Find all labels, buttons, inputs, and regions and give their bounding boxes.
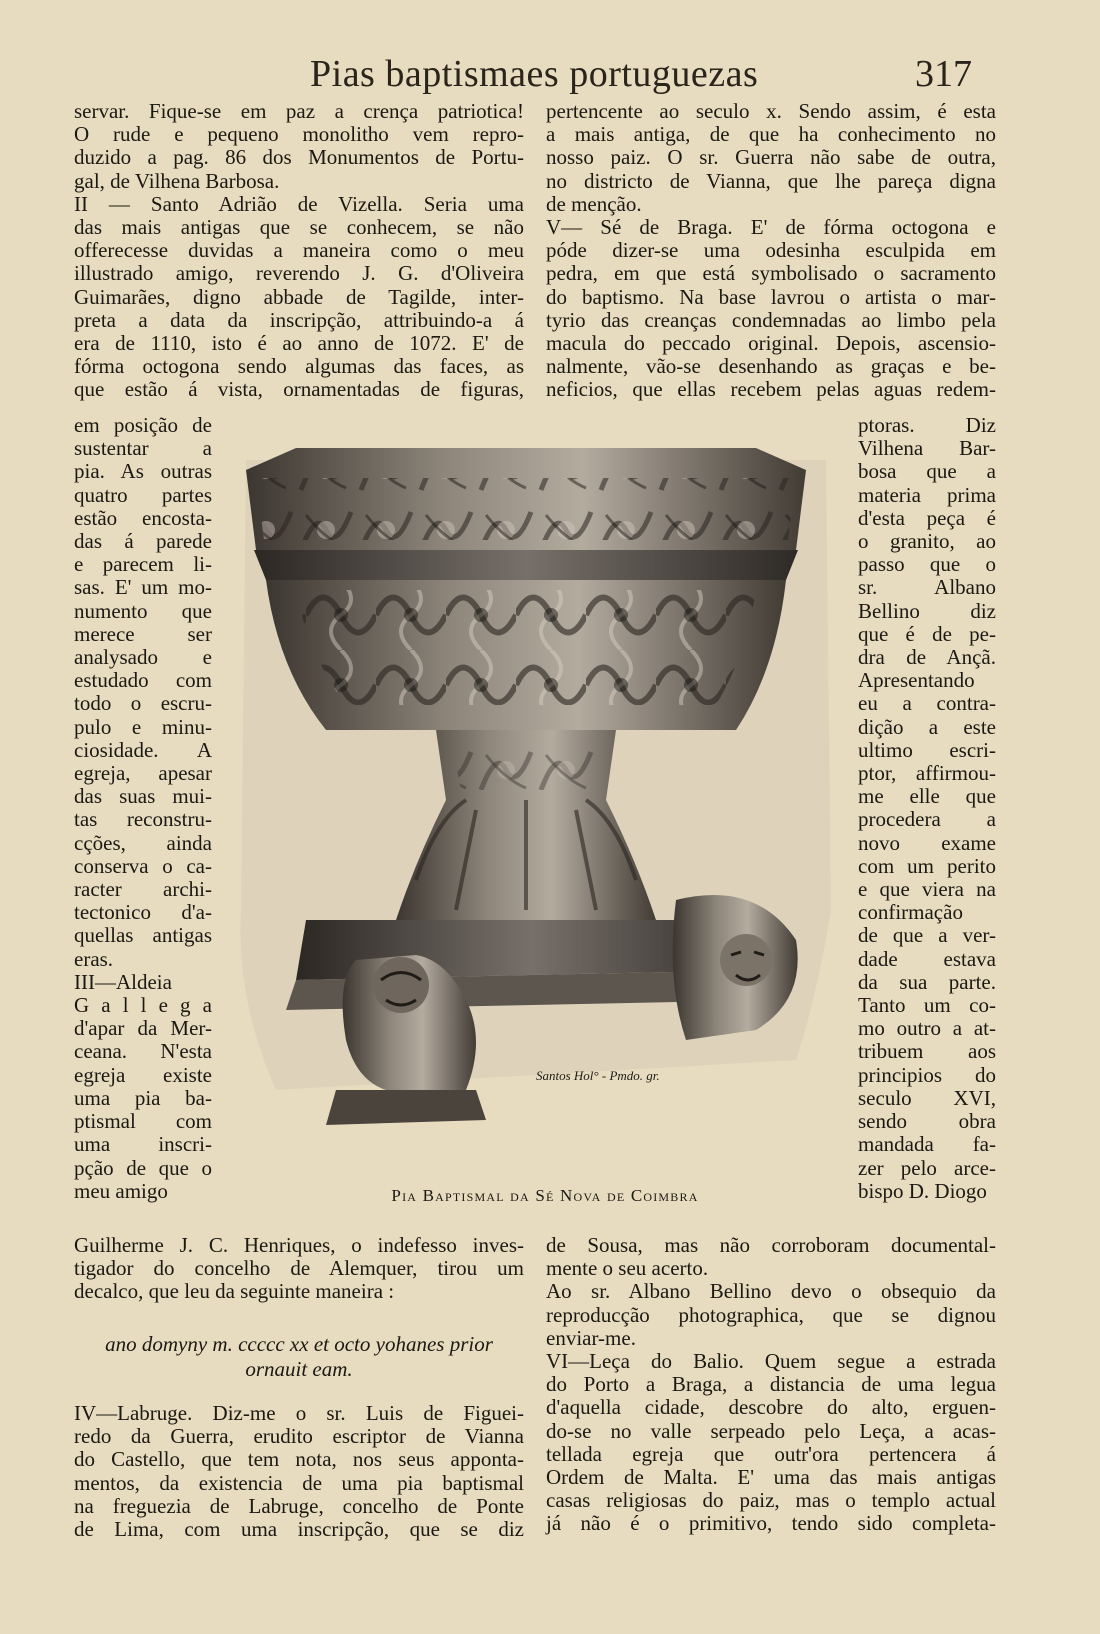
text-line: redo da Guerra, erudito escriptor de Vianna (74, 1424, 524, 1449)
text-line: tellada egreja que outr'ora pertencera á (546, 1441, 996, 1466)
text-line: que estão á vista, ornamentadas de figuras, (74, 377, 524, 402)
text-line: tribuem aos (858, 1039, 996, 1064)
text-line: principios do (858, 1062, 996, 1087)
text-line: d'esta peça é (858, 505, 996, 530)
text-line: mo outro a at- (858, 1016, 996, 1041)
text-line: ceana. N'esta (74, 1039, 212, 1064)
left-column-narrow (74, 414, 212, 1203)
text-line: V— Sé de Braga. E' de fórma octogona e (546, 215, 996, 240)
text-line: bosa que a (858, 459, 996, 484)
text-line: Tanto um co- (858, 993, 996, 1018)
text-line: neficios, que ellas recebem pelas aguas redem- (546, 377, 996, 402)
text-line: do-se no valle serpeado pelo Leça, a acas- (546, 1418, 996, 1443)
text-line: de Lima, com uma inscripção, que se diz (74, 1517, 524, 1542)
text-line: das á parede (74, 529, 212, 554)
text-line: do Castello, que tem nota, nos seus apponta- (74, 1447, 524, 1472)
text-line: conserva o ca- (74, 853, 212, 878)
text-line: preta a data da inscripção, attribuindo-a á (74, 307, 524, 332)
running-header: Pias baptismaes portuguezas (310, 53, 759, 95)
text-line: das suas mui- (74, 784, 212, 809)
text-line: estudado com (74, 668, 212, 693)
text-line: gal, de Vilhena Barbosa. (74, 168, 280, 193)
text-line: quatro partes (74, 482, 212, 507)
text-line: dade estava (858, 946, 996, 971)
text-line: passo que o (858, 552, 996, 577)
text-line: dra de Ançã. (858, 645, 996, 670)
text-line: era de 1110, isto é ao anno de 1072. E' de (74, 331, 524, 356)
font-engraving (236, 440, 836, 1170)
text-line: e parecem li- (74, 552, 212, 577)
text-line: bispo D. Diogo (858, 1178, 987, 1203)
text-line: d'apar da Mer- (74, 1016, 212, 1041)
text-line: sustentar a (74, 436, 212, 461)
text-line: pertencente ao seculo x. Sendo assim, é esta (546, 99, 996, 123)
text-line: do baptismo. Na base lavrou o artista o mar- (546, 284, 996, 309)
text-line: sendo obra (858, 1109, 996, 1134)
text-line: estão encosta- (74, 505, 212, 530)
text-line: tigador do concelho de Alemquer, tirou um (74, 1256, 524, 1281)
right-column-bottom (546, 1234, 996, 1536)
text-line: mentos, da existencia de uma pia baptismal (74, 1470, 524, 1495)
text-line: que é de pe- (858, 621, 996, 646)
text-line: de Sousa, mas não corroboram documental- (546, 1233, 996, 1257)
text-line: zer pelo arce- (858, 1155, 996, 1180)
text-line: mandada fa- (858, 1132, 996, 1157)
engraver-signature: Santos Hol° - Pmdo. gr. (536, 1068, 660, 1083)
text-line: das mais antigas que se conhecem, se não (74, 215, 524, 240)
text-line: seculo XVI, (858, 1085, 996, 1110)
text-line: tas reconstru- (74, 807, 212, 832)
text-line: com um perito (858, 853, 996, 878)
text-line: confirmação (858, 900, 963, 925)
text-line: G a l l e g a (74, 993, 212, 1018)
left-column-top (74, 100, 524, 402)
text-line: e que viera na (858, 877, 996, 902)
text-line: materia prima (858, 482, 996, 507)
text-line: pia. As outras (74, 459, 212, 484)
text-line: II — Santo Adrião de Vizella. Seria uma (74, 191, 524, 216)
text-line: III—Aldeia (74, 969, 172, 994)
text-line: d'aquella cidade, descobre do alto, erguen- (546, 1395, 996, 1420)
text-line: pção de que o (74, 1155, 212, 1180)
text-line: fórma octogona sendo algumas das faces, as (74, 354, 524, 379)
text-line: de menção. (546, 191, 642, 216)
text-line: uma pia ba- (74, 1085, 212, 1110)
text-line: Vilhena Bar- (858, 436, 996, 461)
inscription-line: ano domyny m. ccccc xx et octo yohanes prior (105, 1332, 493, 1356)
text-line: illustrado amigo, reverendo J. G. d'Oliveira (74, 261, 524, 286)
text-line: quellas antigas (74, 923, 212, 948)
text-line: Guimarães, digno abbade de Tagilde, inter- (74, 284, 524, 309)
text-line: o granito, ao (858, 529, 996, 554)
text-line: dição a este (858, 714, 996, 739)
figure-caption: Pia Baptismal da Sé Nova de Coimbra (391, 1186, 699, 1205)
text-line: em posição de (74, 413, 212, 437)
text-line: ciosidade. A (74, 737, 212, 762)
text-line: casas religiosas do paiz, mas o templo actual (546, 1488, 996, 1513)
baptismal-font-illustration (236, 440, 836, 1170)
text-line: Ao sr. Albano Bellino devo o obsequio da (546, 1279, 996, 1304)
text-line: eras. (74, 946, 114, 971)
text-line: mente o seu acerto. (546, 1256, 709, 1281)
text-line: da sua parte. (858, 969, 996, 994)
text-line: Apresentando (858, 668, 975, 693)
text-line: ptoras. Diz (858, 413, 996, 437)
text-line: pulo e minu- (74, 714, 212, 739)
right-column-narrow (858, 414, 996, 1203)
text-line: todo o escru- (74, 691, 212, 716)
text-line: pedra, em que está symbolisado o sacramento (546, 261, 996, 286)
inscription-line: ornauit eam. (245, 1357, 353, 1381)
text-line: Guilherme J. C. Henriques, o indefesso inves- (74, 1233, 524, 1257)
left-column-bottom (74, 1234, 524, 1304)
text-line: O rude e pequeno monolitho vem repro- (74, 122, 524, 147)
page-number: 317 (915, 53, 972, 95)
text-line: procedera a (858, 807, 996, 832)
text-line: reproducção photographica, que se dignou (546, 1302, 996, 1327)
text-line: numento que (74, 598, 212, 623)
text-line: merece ser (74, 621, 212, 646)
text-line: sr. Albano (858, 575, 996, 600)
text-line: nosso paiz. O sr. Guerra não sabe de outra, (546, 145, 996, 170)
left-column-end (74, 1402, 524, 1541)
text-line: no districto de Vianna, que lhe pareça digna (546, 168, 996, 193)
text-line: tyrio das creanças condemnadas ao limbo pela (546, 307, 996, 332)
text-line: me elle que (858, 784, 996, 809)
text-line: macula do peccado original. Depois, ascensio- (546, 331, 996, 356)
text-line: eu a contra- (858, 691, 996, 716)
text-line: Ordem de Malta. E' uma das mais antigas (546, 1465, 996, 1490)
text-line: Bellino diz (858, 598, 996, 623)
text-line: duzido a pag. 86 dos Monumentos de Portu- (74, 145, 524, 170)
text-line: servar. Fique-se em paz a crença patriotica! (74, 99, 524, 123)
text-line: novo exame (858, 830, 996, 855)
text-line: nalmente, vão-se desenhando as graças e be- (546, 354, 996, 379)
text-line: a mais antiga, de que ha conhecimento no (546, 122, 996, 147)
text-line: ptismal com (74, 1109, 212, 1134)
text-line: póde dizer-se uma odesinha esculpida em (546, 238, 996, 263)
text-line: decalco, que leu da seguinte maneira : (74, 1279, 395, 1304)
right-column-top (546, 100, 996, 402)
text-line: enviar-me. (546, 1325, 636, 1350)
text-line: ptor, affirmou- (858, 761, 996, 786)
text-line: analysado e (74, 645, 212, 670)
text-line: cções, ainda (74, 830, 212, 855)
text-line: do Porto a Braga, a distancia de uma legua (546, 1372, 996, 1397)
text-line: na freguezia de Labruge, concelho de Ponte (74, 1493, 524, 1518)
text-line: racter archi- (74, 877, 212, 902)
text-line: uma inscri- (74, 1132, 212, 1157)
text-line: IV—Labruge. Diz-me o sr. Luis de Figuei- (74, 1401, 524, 1425)
text-line: offerecesse duvidas a maneira como o meu (74, 238, 524, 263)
inscription-reading (74, 1332, 524, 1382)
text-line: sas. E' um mo- (74, 575, 212, 600)
text-line: ultimo escri- (858, 737, 996, 762)
text-line: egreja, apesar (74, 761, 212, 786)
text-line: de que a ver- (858, 923, 996, 948)
text-line: egreja existe (74, 1062, 212, 1087)
text-line: já não é o primitivo, tendo sido completa- (546, 1511, 996, 1536)
text-line: meu amigo (74, 1178, 168, 1203)
text-line: VI—Leça do Balio. Quem segue a estrada (546, 1349, 996, 1374)
text-line: tectonico d'a- (74, 900, 212, 925)
